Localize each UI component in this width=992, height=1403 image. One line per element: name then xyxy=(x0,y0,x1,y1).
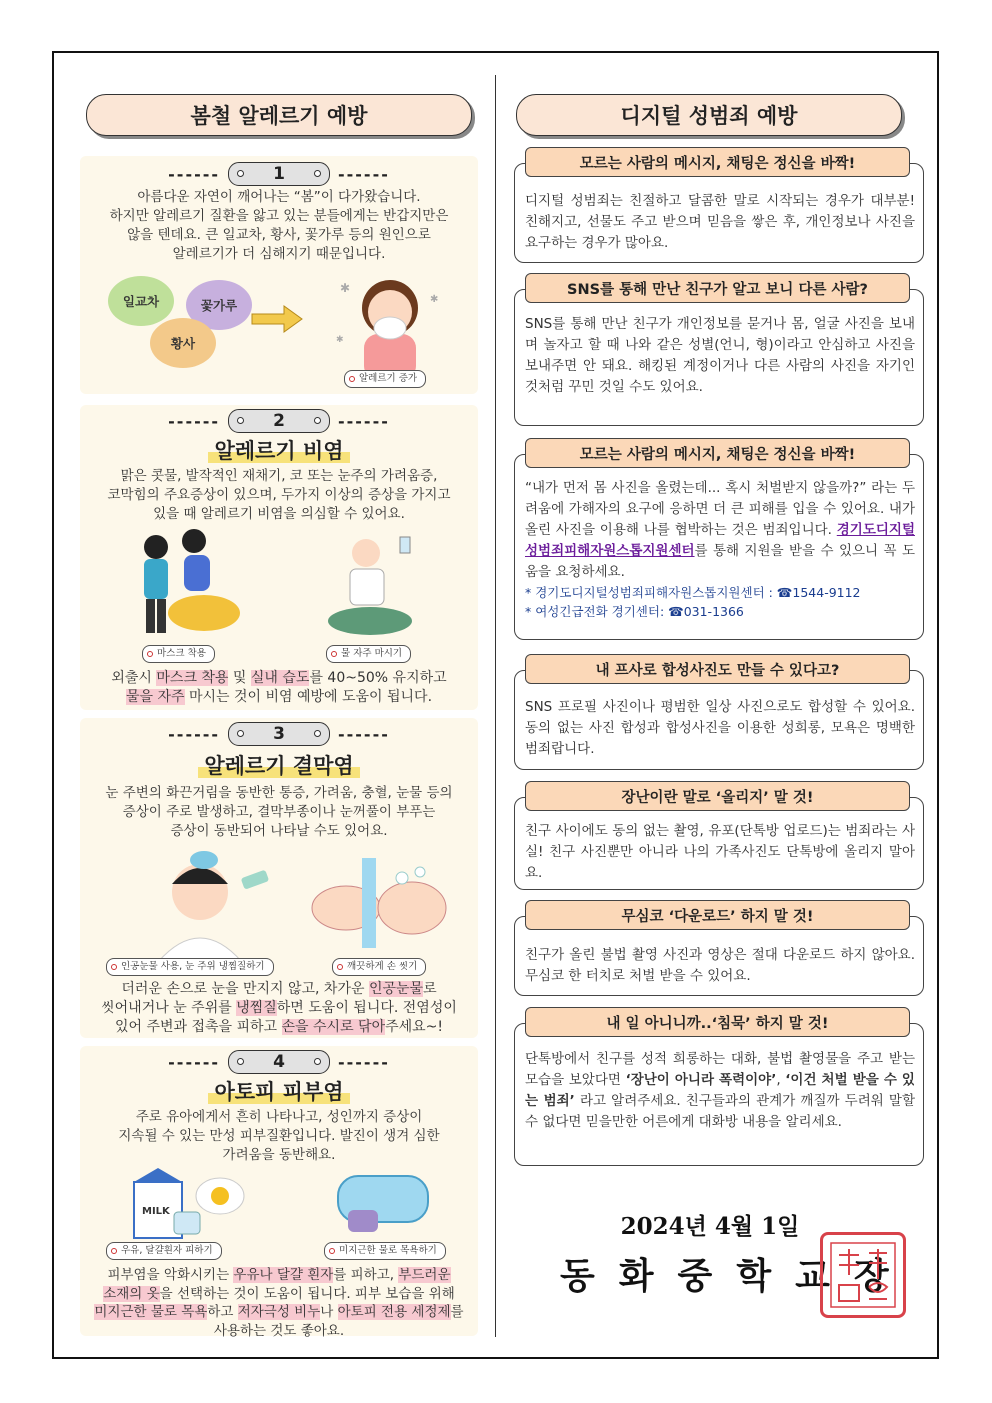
bathtub-illustration xyxy=(328,1166,438,1238)
section-1-text: 아름다운 자연이 깨어나는 “봄”이 다가왔습니다. 하지만 알레르기 질환을 앓고 있는 분들에게는 반갑지만은 않을 텐데요. 큰 일교차, 황사, 꽃가루 등의 원인으로 알레르기가 더 심해지기 때문입니다. xyxy=(109,189,449,262)
tag-wear-mask: 마스크 착용 xyxy=(142,645,215,663)
left-title-banner xyxy=(86,94,472,136)
card-2-body: SNS를 통해 만난 친구가 개인정보를 묻거나 몸, 얼굴 사진을 보내며 놀자고 할 때 나와 같은 성별(언니, 형)이라고 안심하고 사진을 보내주면 안 돼요. 해킹된 계정이거나 다른 사람의 사진을 자기인 것처럼 꾸민 것일 수도 있어요. xyxy=(525,316,915,395)
card-3-head: 모르는 사람의 메시지, 채팅은 정신을 바짝! xyxy=(525,438,910,468)
section-1-panel xyxy=(80,156,478,394)
issue-date: 2024년 4월 1일 xyxy=(620,1213,800,1240)
arrow-right-icon xyxy=(250,304,304,334)
section-4-number-row: ------ 4 ------ xyxy=(168,1052,390,1072)
svg-text:✱: ✱ xyxy=(336,335,344,345)
right-title: 디지털 성범죄 예방 xyxy=(620,104,798,128)
right-title-banner xyxy=(516,94,902,136)
section-3-number: 3 xyxy=(228,722,330,746)
support-center-link[interactable]: 경기도디지털성범죄피해자원스톱지원센터 xyxy=(525,522,915,559)
card-2-head: SNS를 통해 만난 친구가 알고 보니 다른 사람? xyxy=(525,273,910,303)
section-1-number-row: ------ 1 ------ xyxy=(168,164,390,184)
blob-yellow-dust: 황사 xyxy=(150,318,216,368)
section-4-text: 주로 유아에게서 흔히 나타나고, 성인까지 증상이 지속될 수 있는 만성 피부질환입니다. 발진이 생겨 심한 가려움을 동반해요. xyxy=(118,1109,440,1163)
mother-child-mask-illustration xyxy=(132,525,242,643)
left-title: 봄철 알레르기 예방 xyxy=(190,104,368,128)
section-4-heading: 아토피 피부염 xyxy=(80,1076,478,1106)
section-2-heading: 알레르기 비염 xyxy=(80,435,478,465)
card-4-head: 내 프사로 합성사진도 만들 수 있다고? xyxy=(525,654,910,684)
tag-drink-water: 물 자주 마시기 xyxy=(326,645,411,663)
section-3-bottom: 더러운 손으로 눈을 만지지 않고, 차가운 인공눈물로 씻어내거나 눈 주위를 냉찜질하면 도움이 됩니다. 전염성이 있어 주변과 접촉을 피하고 손을 수시로 닦아주세요~! xyxy=(101,981,457,1035)
column-divider xyxy=(495,75,496,1337)
eye-drops-boy-illustration xyxy=(144,844,274,962)
card-3-note-2: * 여성긴급전화 경기센터: ☎031-1366 xyxy=(525,604,744,619)
svg-text:✱: ✱ xyxy=(430,294,439,305)
blob-pollen: 꽃가루 xyxy=(186,280,252,330)
card-6-body: 친구가 올린 불법 촬영 사진과 영상은 절대 다운로드 하지 않아요. 무심코 한 터치로 처벌 받을 수 있어요. xyxy=(525,947,915,984)
milk-egg-illustration xyxy=(128,1166,248,1242)
section-1-number: 1 xyxy=(228,162,330,186)
tag-wash-hands: 깨끗하게 손 씻기 xyxy=(332,958,426,976)
section-3-text: 눈 주변의 화끈거림을 동반한 통증, 가려움, 충혈, 눈물 등의 증상이 주로 발생하고, 결막부종이나 눈꺼풀이 부푸는 증상이 동반되어 나타날 수도 있어요. xyxy=(105,785,453,839)
hand-washing-illustration xyxy=(302,848,452,958)
section-4-number: 4 xyxy=(228,1050,330,1074)
sneezing-girl-illustration xyxy=(330,262,450,380)
blob-daily-temp: 일교차 xyxy=(108,276,174,326)
card-1-body: 디지털 성범죄는 친절하고 달콤한 말로 시작되는 경우가 대부분! 친해지고, 선물도 주고 받으며 믿음을 쌓은 후, 개인정보나 사진을 요구하는 경우가 많아요. xyxy=(525,193,915,251)
tag-eye-drops-cold-compress: 인공눈물 사용, 눈 주위 냉찜질하기 xyxy=(106,958,274,976)
tag-lukewarm-bath: 미지근한 물로 목욕하기 xyxy=(324,1242,446,1260)
section-3-panel xyxy=(80,718,478,1038)
section-2-number-row: ------ 2 ------ xyxy=(168,411,390,431)
card-7-head: 내 일 아니니까..‘침묵’ 하지 말 것! xyxy=(525,1007,910,1037)
svg-text:✱: ✱ xyxy=(340,281,351,295)
card-6-head: 무심코 ‘다운로드’ 하지 말 것! xyxy=(525,900,910,930)
tag-allergy-increase: 알레르기 증가 xyxy=(344,370,426,388)
card-4-body: SNS 프로필 사진이나 평범한 일상 사진으로도 합성할 수 있어요. 동의 없는 사진 합성과 합성사진을 이용한 성희롱, 모욕은 명백한 범죄랍니다. xyxy=(525,699,915,757)
section-4-panel xyxy=(80,1046,478,1339)
section-2-panel xyxy=(80,405,478,710)
section-3-number-row: ------ 3 ------ xyxy=(168,724,390,744)
milk-label: MILK xyxy=(142,1206,170,1217)
card-3-note-1: * 경기도디지털성범죄피해자원스톱지원센터 : ☎1544-9112 xyxy=(525,585,861,600)
section-3-heading: 알레르기 결막염 xyxy=(80,750,478,780)
section-2-bottom: 외출시 마스크 착용 및 실내 습도를 40~50% 유지하고 물을 자주 마시는 것이 비염 예방에 도움이 됩니다. xyxy=(111,670,447,705)
principal-seal-stamp xyxy=(820,1232,906,1318)
card-3-body: “내가 먼저 몸 사진을 올렸는데... 혹시 처벌받지 않을까?” 라는 두려움에 가해자의 요구에 응하면 더 큰 피해를 입을 수 있어요. 내가 올린 사진을 이용해 나를 협박하는 것은 범죄입니다. 경기도디지털성범죄피해자원스톱지원센터를 통해 지원을 받을 수 있으니 꼭 도움을 요청하세요. * 경기도디지털성범죄피해자원스톱지원센터 : ☎1544-9112 * 여성긴급전화 경기센터: ☎031-1366 xyxy=(525,480,915,619)
section-2-number: 2 xyxy=(228,409,330,433)
section-4-bottom: 피부염을 악화시키는 우유나 달걀 흰자를 피하고, 부드러운 소재의 옷을 선택하는 것이 도움이 됩니다. 피부 보습을 위해 미지근한 물로 목욕하고 저자극성 비누나 아토피 전용 세정제를 사용하는 것도 좋아요. xyxy=(94,1267,464,1339)
card-5-head: 장난이란 말로 ‘올리지’ 말 것! xyxy=(525,781,910,811)
card-1-head: 모르는 사람의 메시지, 채팅은 정신을 바짝! xyxy=(525,147,910,177)
school-principal: 동화중학교장 xyxy=(560,1255,913,1297)
drinking-water-illustration xyxy=(322,529,432,639)
card-5-body: 친구 사이에도 동의 없는 촬영, 유포(단톡방 업로드)는 범죄라는 사실! 친구 사진뿐만 아니라 나의 가족사진도 단톡방에 올리지 말아요. xyxy=(525,823,915,881)
section-2-text: 맑은 콧물, 발작적인 재채기, 코 또는 눈주의 가려움증, 코막힘의 주요증상이 있으며, 두가지 이상의 증상을 가지고 있을 때 알레르기 비염을 의심할 수 있어요. xyxy=(107,468,451,522)
card-7-body: 단톡방에서 친구를 성적 희롱하는 대화, 불법 촬영물을 주고 받는 모습을 보았다면 ‘장난이 아니라 폭력이야’, ‘이건 처벌 받을 수 있는 범죄’ 라고 알려주세요. 친구들과의 관계가 깨질까 두려워 말할 수 없다면 믿을만한 어른에게 대화방 내용을 알리세요. xyxy=(525,1051,916,1130)
tag-avoid-milk-egg: 우유, 달걀흰자 피하기 xyxy=(106,1242,222,1260)
